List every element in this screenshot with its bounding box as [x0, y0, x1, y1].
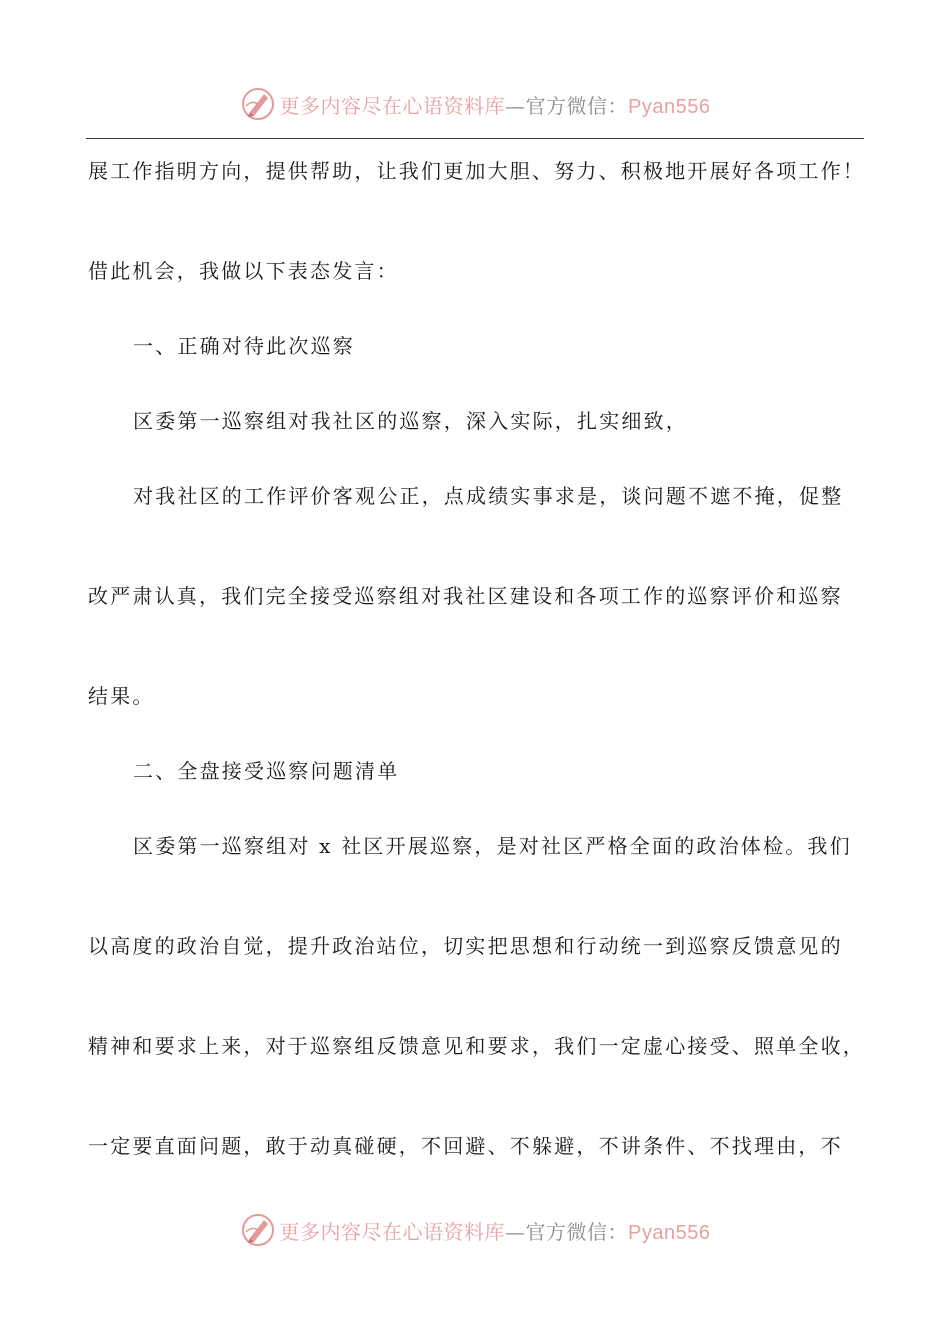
body-line-9: 区委第一巡察组对 x 社区开展巡察，是对社区严格全面的政治体检。我们 — [133, 834, 852, 858]
header-separator: — — [505, 93, 526, 118]
body-line-4: 区委第一巡察组对我社区的巡察，深入实际，扎实细致， — [133, 409, 688, 433]
body-line-11: 精神和要求上来，对于巡察组反馈意见和要求，我们一定虚心接受、照单全收， — [88, 1034, 865, 1058]
footer-separator: — — [505, 1219, 526, 1244]
footer-brand-text: 更多内容尽在心语资料库 — [279, 1219, 506, 1244]
body-line-5: 对我社区的工作评价客观公正，点成绩实事求是，谈问题不遮不掩，促整 — [133, 484, 844, 508]
body-line-12: 一定要直面问题，敢于动真碰硬，不回避、不躲避，不讲条件、不找理由，不 — [88, 1134, 843, 1158]
section-heading-2: 二、全盘接受巡察问题清单 — [133, 759, 400, 783]
body-line-6: 改严肃认真，我们完全接受巡察组对我社区建设和各项工作的巡察评价和巡察 — [88, 584, 843, 608]
header-divider — [86, 138, 864, 139]
footer-wechat-id: Pyan556 — [628, 1221, 711, 1244]
body-line-2: 借此机会，我做以下表态发言： — [88, 259, 399, 283]
body-line-7: 结果。 — [88, 684, 155, 708]
header-text — [280, 90, 711, 119]
section-heading-1: 一、正确对待此次巡察 — [133, 334, 355, 358]
footer-banner — [0, 1208, 950, 1252]
header-banner — [0, 82, 950, 126]
pen-logo-icon — [240, 1212, 276, 1248]
pen-logo-icon — [240, 86, 276, 122]
header-wechat-id: Pyan556 — [628, 95, 711, 118]
header-brand-text: 更多内容尽在心语资料库 — [279, 93, 506, 118]
footer-wechat-label: 官方微信： — [525, 1219, 629, 1244]
body-line-10: 以高度的政治自觉，提升政治站位，切实把思想和行动统一到巡察反馈意见的 — [88, 934, 843, 958]
footer-text — [280, 1216, 711, 1245]
body-line-1: 展工作指明方向，提供帮助，让我们更加大胆、努力、积极地开展好各项工作！ — [88, 159, 865, 183]
header-wechat-label: 官方微信： — [525, 93, 629, 118]
